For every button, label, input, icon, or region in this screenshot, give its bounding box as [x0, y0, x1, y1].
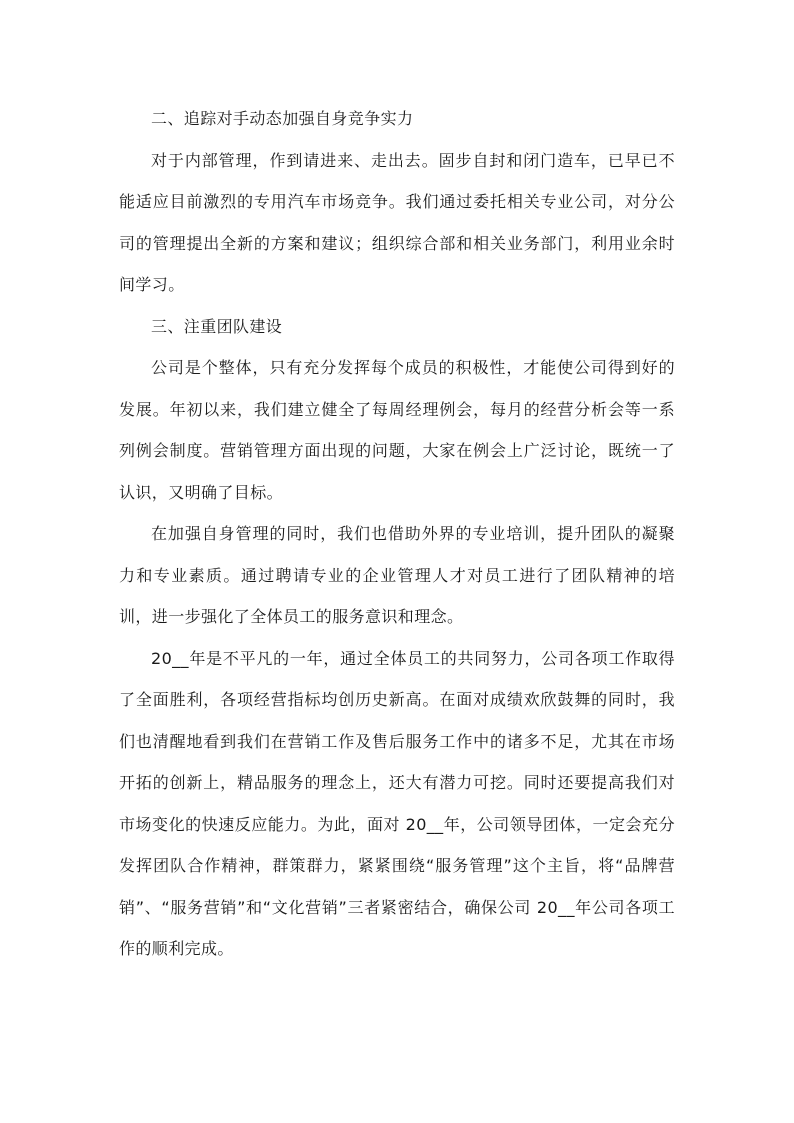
document-body [119, 98, 675, 970]
paragraph-company-whole: 公司是个整体，只有充分发挥每个成员的积极性，才能使公司得到好的发展。年初以来，我们建立健全了每周经理例会，每月的经营分析会等一系列例会制度。营销管理方面出现的问题，大家在例会上广泛讨论，既统一了认识，又明确了目标。 [119, 358, 675, 502]
paragraph-training: 在加强自身管理的同时，我们也借助外界的专业培训，提升团队的凝聚力和专业素质。通过聘请专业的企业管理人才对员工进行了团队精神的培训，进一步强化了全体员工的服务意识和理念。 [119, 524, 675, 626]
paragraph-internal-management: 对于内部管理，作到请进来、走出去。固步自封和闭门造车，已早已不能适应目前激烈的专用汽车市场竞争。我们通过委托相关专业公司，对分公司的管理提出全新的方案和建议；组织综合部和相关业务部门，利用业余时间学习。 [119, 150, 675, 294]
section-heading-2: 二、追踪对手动态加强自身竞争实力 [151, 109, 414, 128]
paragraph-year-summary: 20__年是不平凡的一年，通过全体员工的共同努力，公司各项工作取得了全面胜利，各项经营指标均创历史新高。在面对成绩欢欣鼓舞的同时，我们也清醒地看到我们在营销工作及售后服务工作中的诸多不足，尤其在市场开拓的创新上，精品服务的理念上，还大有潜力可挖。同时还要提高我们对市场变化的快速反应能力。为此，面对 20__年，公司领导团体，一定会充分发挥团队合作精神，群策群力，紧紧围绕“服务管理”这个主旨，将“品牌营销”、“服务营销”和“文化营销”三者紧密结合，确保公司 20__年公司各项工作的顺利完成。 [119, 648, 675, 958]
section-heading-3: 三、注重团队建设 [151, 316, 283, 336]
